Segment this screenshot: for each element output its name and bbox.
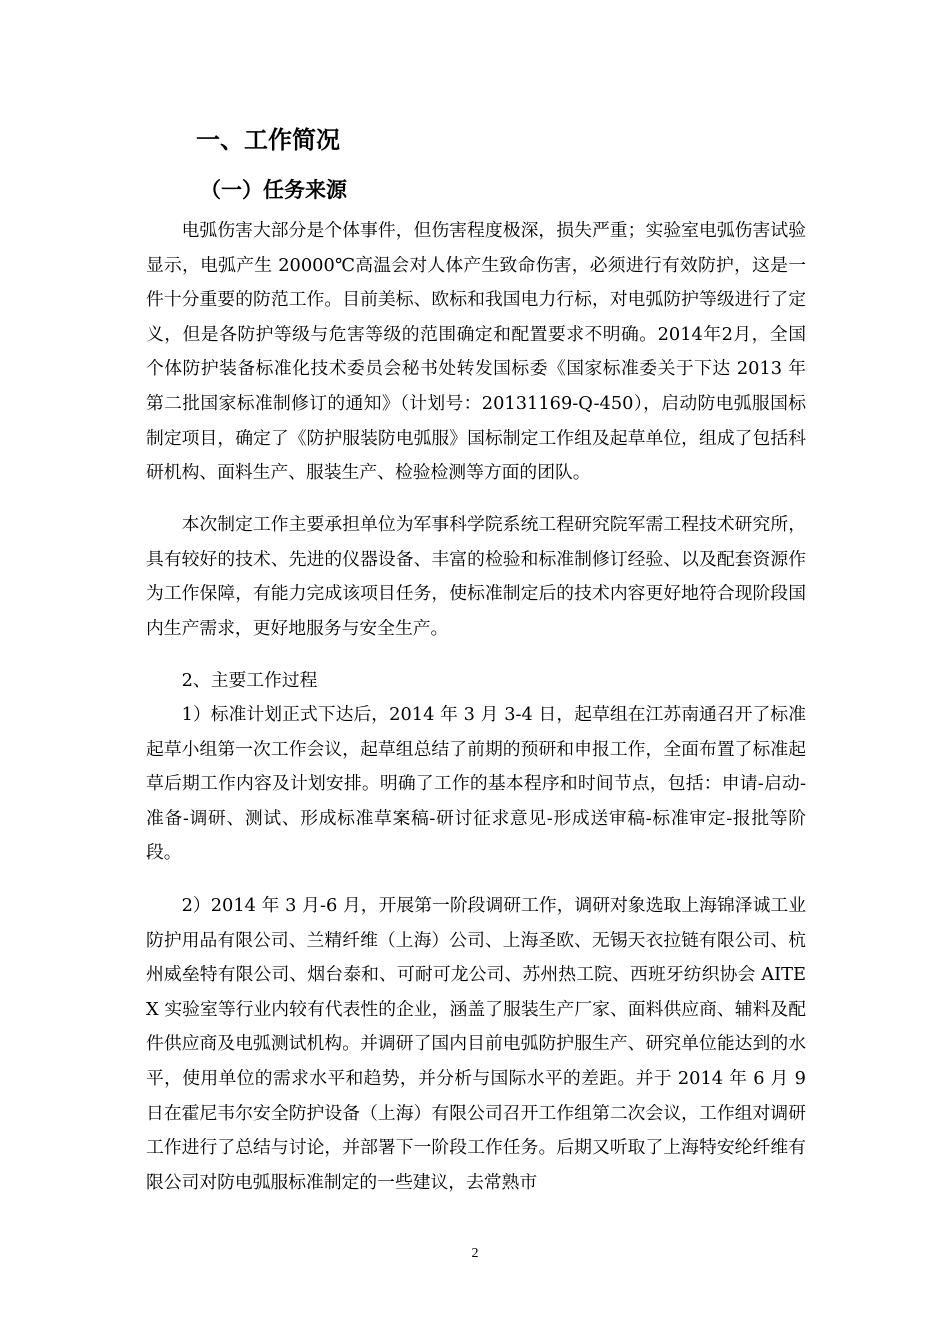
subsection-heading: （一）任务来源 xyxy=(200,178,347,202)
paragraph-task-source: 电弧伤害大部分是个体事件，但伤害程度极深，损失严重；实验室电弧伤害试验显示，电弧产生 20000℃高温会对人体产生致命伤害，必须进行有效防护，这是一件十分重要的防范工作。目前美标、欧标和我国电力行标，对电弧防护等级进行了定义，但是各防护等级与危害等级的范围确定和配置要求不明确。2014年2月，全国个体防护装备标准化技术委员会秘书处转发国标委《国家标准委关于下达 2013 年第二批国家标准制修订的通知》（计划号：20131169-Q-450），启动防电弧服国标制定项目，确定了《防护服装防电弧服》国标制定工作组及起草单位，组成了包括科研机构、面料生产、服装生产、检验检测等方面的团队。 xyxy=(146,220,806,484)
paragraph-undertaking-unit: 本次制定工作主要承担单位为军事科学院系统工程研究院军需工程技术研究所，具有较好的技术、先进的仪器设备、丰富的检验和标准制修订经验、以及配套资源作为工作保障，有能力完成该项目任务，使标准制定后的技术内容更好地符合现阶段国内生产需求，更好地服务与安全生产。 xyxy=(146,514,806,639)
section-heading: 一、工作简况 xyxy=(196,126,340,154)
paragraph-step-1: 1）标准计划正式下达后，2014 年 3 月 3-4 日，起草组在江苏南通召开了标准起草小组第一次工作会议，起草组总结了前期的预研和申报工作，全面布置了标准起草后期工作内容及计划安排。明确了工作的基本程序和时间节点，包括：申请-启动-准备-调研、测试、形成标准草案稿-研讨征求意见-形成送审稿-标准审定-报批等阶段。 xyxy=(146,704,806,864)
paragraph-step-2: 2）2014 年 3 月-6 月，开展第一阶段调研工作，调研对象选取上海锦泽诚工业防护用品有限公司、兰精纤维（上海）公司、上海圣欧、无锡天衣拉链有限公司、杭州威垒特有限公司、烟台泰和、可耐可龙公司、苏州热工院、西班牙纺织协会 AITEX 实验室等行业内较有代表性的企业，涵盖了服装生产厂家、面料供应商、辅料及配件供应商及电弧测试机构。并调研了国内目前电弧防护服生产、研究单位能达到的水平，使用单位的需求水平和趋势，并分析与国际水平的差距。并于 2014 年 6 月 9 日在霍尼韦尔安全防护设备（上海）有限公司召开工作组第二次会议，工作组对调研工作进行了总结与讨论，并部署下一阶段工作任务。后期又听取了上海特安纶纤维有限公司对防电弧服标准制定的一些建议，去常熟市 xyxy=(146,895,806,1193)
page-number: 2 xyxy=(471,1246,479,1261)
paragraph-process-heading: 2、主要工作过程 xyxy=(181,670,318,691)
